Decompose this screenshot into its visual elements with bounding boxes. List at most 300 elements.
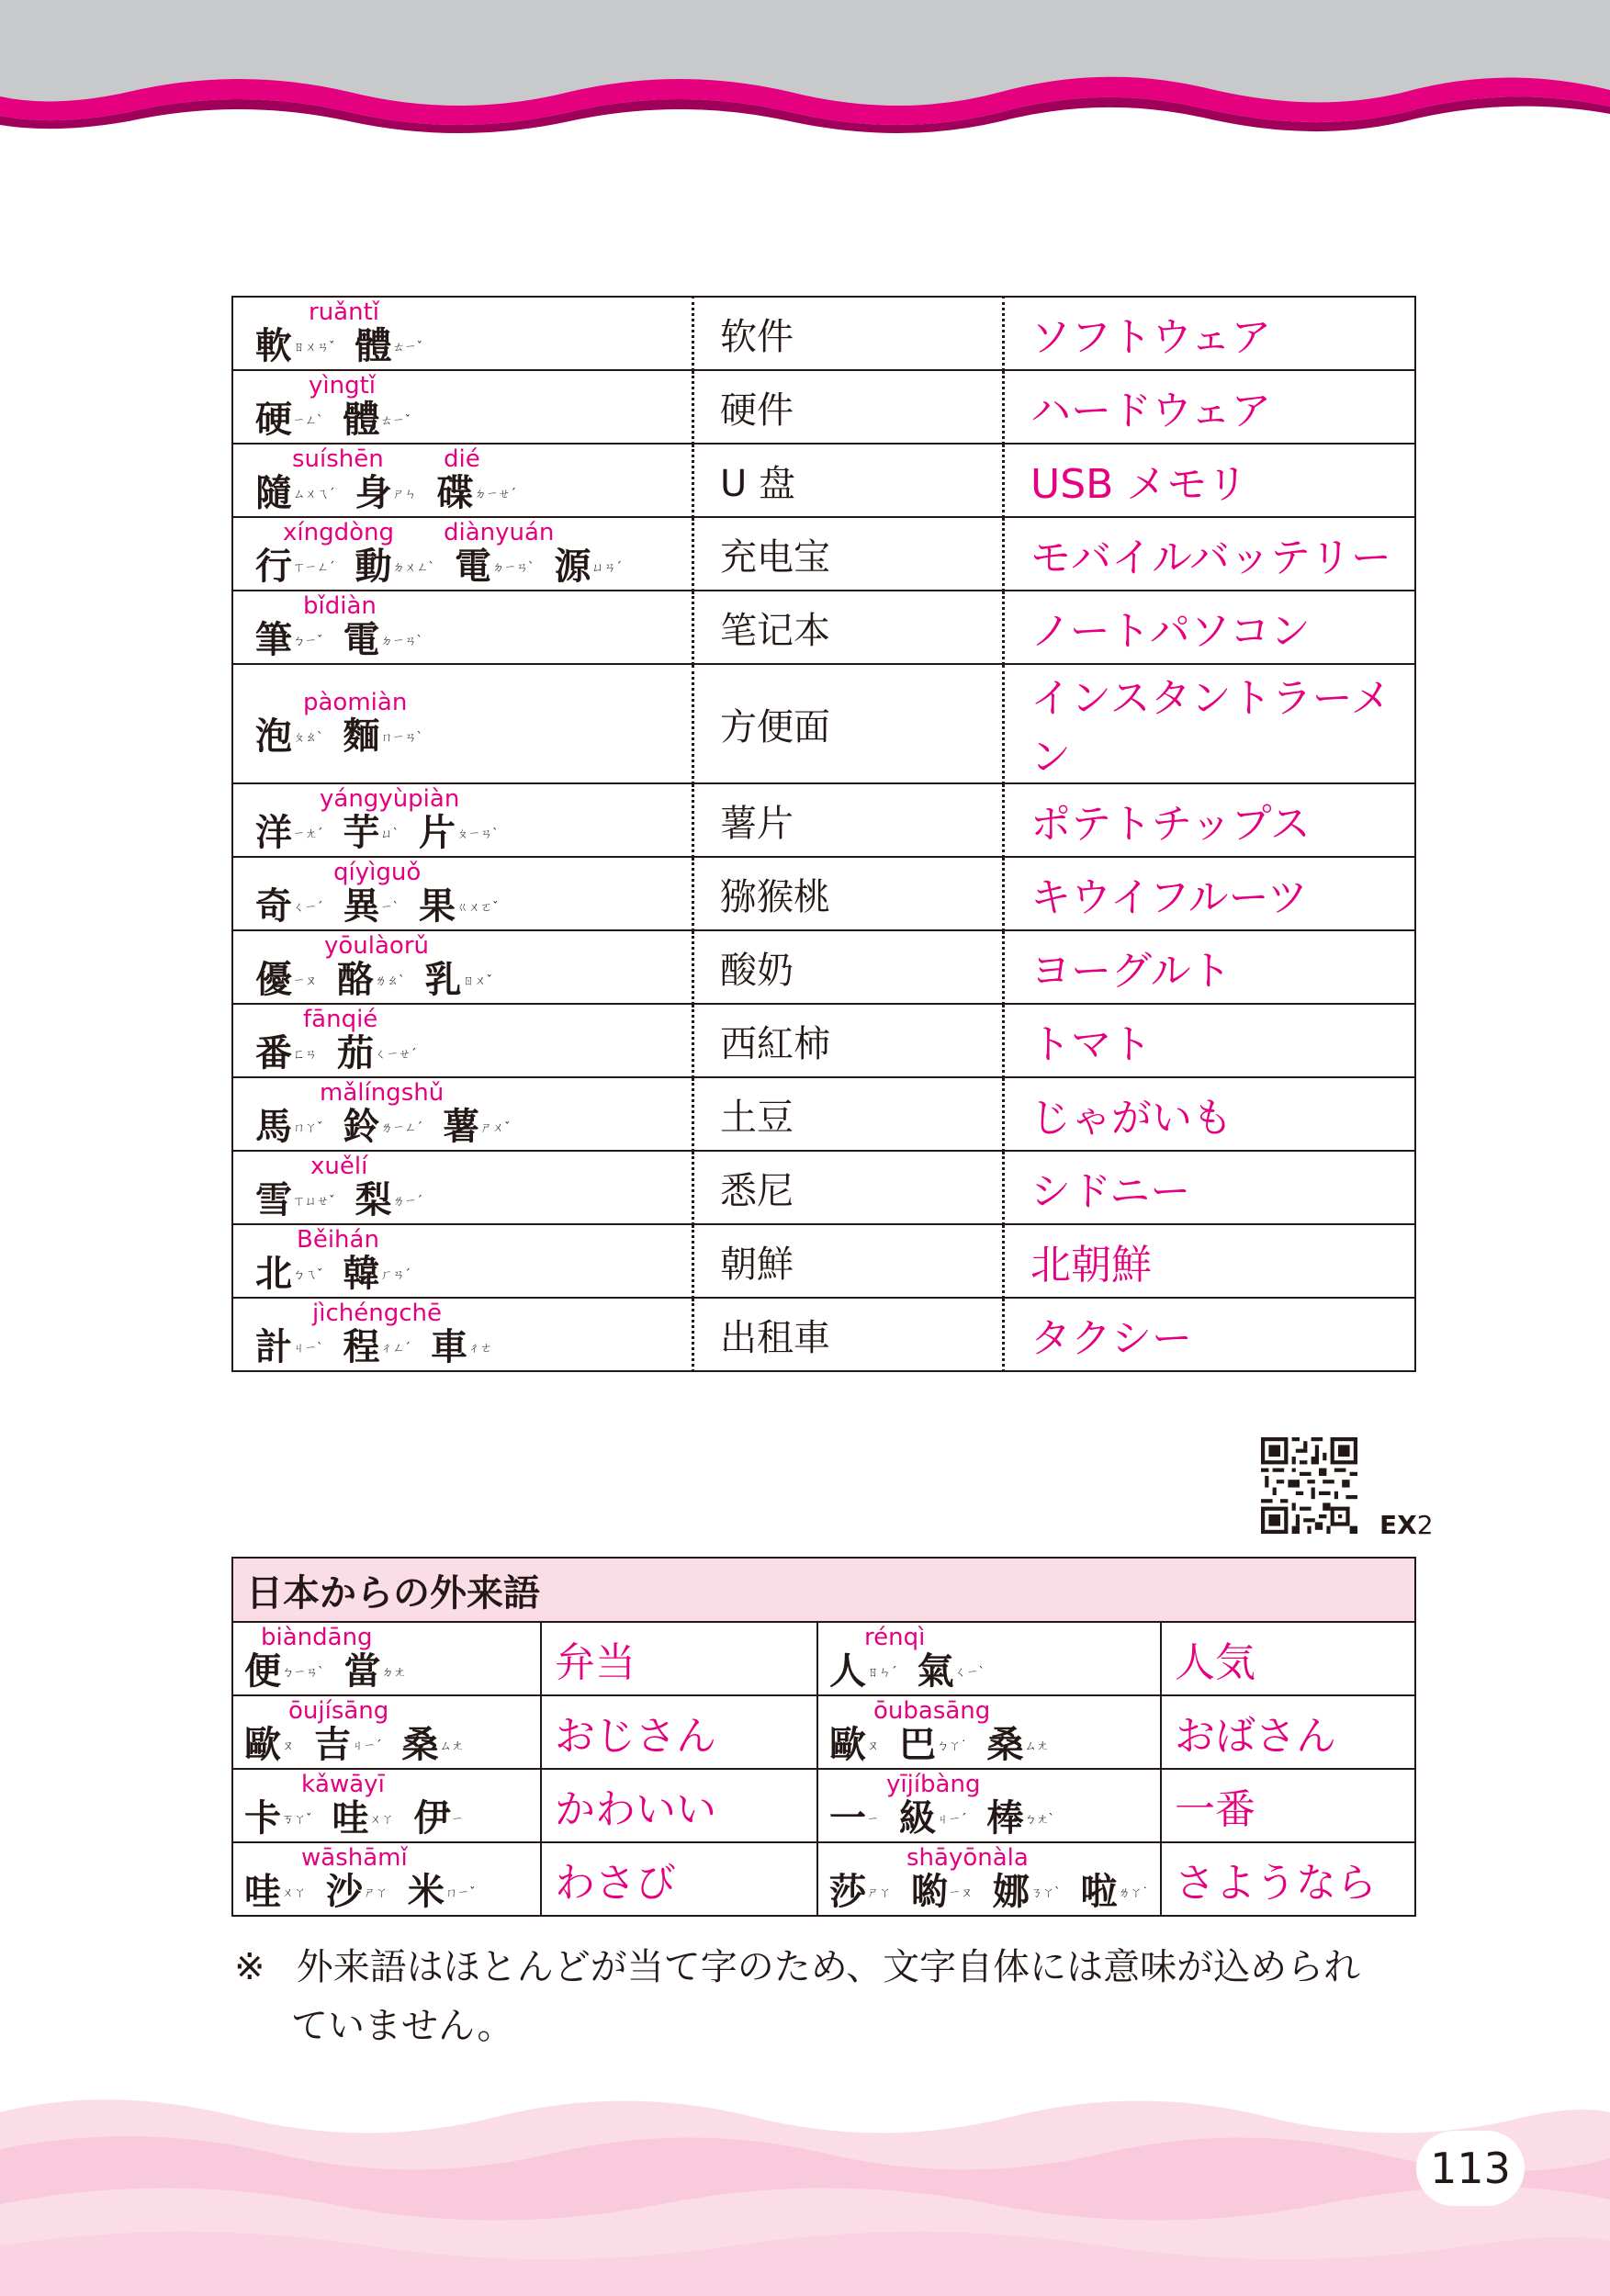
zhuyin: ㄧㄥˋ [293, 414, 323, 428]
hanzi-with-pinyin [255, 371, 692, 443]
hanzi-with-pinyin [255, 1299, 692, 1370]
vocab-row [232, 517, 1415, 591]
pinyin: qíyìguǒ [333, 859, 422, 886]
zhuyin: ㄑㄧˊ [293, 901, 323, 915]
hanzi-character [343, 1327, 411, 1367]
hanzi-character [437, 473, 517, 513]
zhuyin: ㄔㄜ [468, 1342, 493, 1356]
pinyin: wāshāmǐ [301, 1844, 408, 1872]
japanese-cell: キウイフルーツ [1004, 857, 1416, 930]
hanzi-text: 喲 [911, 1871, 949, 1913]
hanzi-text: 筆 [255, 619, 292, 661]
traditional-cell [232, 297, 693, 370]
hanzi-character [355, 546, 435, 587]
vocab-row [232, 591, 1415, 664]
zhuyin: ㄉㄧㄝˊ [474, 488, 517, 501]
simplified-cell: 充电宝 [693, 517, 1004, 591]
hanzi-with-pinyin [255, 1152, 692, 1223]
pinyin: ōujísāng [288, 1697, 389, 1725]
hanzi-text: 茄 [337, 1032, 375, 1075]
hanzi-with-pinyin [244, 1623, 540, 1694]
hanzi-text: 哇 [332, 1797, 369, 1840]
simplified-cell: 笔记本 [693, 591, 1004, 664]
simplified-cell: U 盘 [693, 444, 1004, 517]
simplified-cell: 土豆 [693, 1077, 1004, 1151]
zhuyin: ㄉㄨㄥˋ [392, 561, 435, 575]
hanzi-character [829, 1798, 879, 1839]
japanese-cell: シドニー [1004, 1151, 1416, 1224]
traditional-cell [232, 783, 693, 857]
pinyin: xuělí [310, 1153, 368, 1180]
hanzi-with-pinyin [255, 591, 692, 663]
hanzi-with-pinyin [829, 1623, 1160, 1694]
zhuyin: ㄅㄧㄢˋ [282, 1666, 324, 1680]
hanzi-text: 歐 [244, 1724, 281, 1766]
zhuyin: ㄈㄢ [293, 1048, 318, 1062]
zhuyin: ㄐㄧˊ [937, 1813, 967, 1827]
hanzi-character [255, 1327, 323, 1367]
hanzi-character [355, 473, 417, 513]
zhuyin: ㄙㄨㄟˊ [293, 488, 335, 501]
hanzi-text: 番 [255, 1032, 292, 1075]
japanese-cell: ハードウェア [1004, 370, 1416, 444]
hanzi-with-pinyin [244, 1696, 540, 1768]
zhuyin: ㄧㄤˊ [293, 827, 323, 841]
hanzi-text: 啦 [1080, 1871, 1118, 1913]
pinyin: suíshēn [292, 445, 384, 473]
loanword-japanese-cell: さようなら [1161, 1842, 1415, 1916]
loanword-japanese-cell: 人気 [1161, 1622, 1415, 1695]
hanzi-text: 芋 [343, 812, 380, 854]
loanword-chinese-cell [817, 1842, 1161, 1916]
zhuyin: ㄑㄧㄝˊ [375, 1048, 417, 1062]
simplified-cell: 薯片 [693, 783, 1004, 857]
hanzi-text: 梨 [355, 1179, 392, 1221]
hanzi-text: 乳 [424, 959, 462, 1001]
pinyin: biàndāng [261, 1624, 373, 1651]
hanzi-text: 果 [419, 885, 456, 928]
hanzi-character [431, 1327, 492, 1367]
hanzi-character [255, 1033, 317, 1074]
hanzi-with-pinyin [255, 784, 692, 856]
zhuyin: ㄆㄠˋ [293, 731, 323, 745]
traditional-cell [232, 1077, 693, 1151]
japanese-cell: トマト [1004, 1004, 1416, 1077]
hanzi-character [344, 1651, 406, 1692]
hanzi-character [555, 546, 623, 587]
hanzi-character [244, 1872, 306, 1912]
note-line-2: ていません。 [291, 2005, 514, 2047]
note-line-1: 外来語はほとんどが当て字のため、文字自体には意味が込められ [296, 1946, 1361, 1988]
zhuyin: ㄩㄢˊ [591, 561, 623, 575]
vocab-row [232, 1004, 1415, 1077]
zhuyin: ㄐㄧˊ [352, 1739, 382, 1753]
zhuyin: ㄕㄣ [392, 488, 417, 501]
traditional-cell [232, 444, 693, 517]
loanword-table [231, 1557, 1416, 1917]
zhuyin: ㄒㄩㄝˇ [293, 1195, 335, 1209]
hanzi-text: 米 [408, 1871, 445, 1913]
hanzi-text: 人 [829, 1650, 866, 1693]
zhuyin: ㄙㄤ [439, 1739, 464, 1753]
hanzi-with-pinyin [255, 445, 692, 516]
loanword-row [232, 1769, 1415, 1842]
zhuyin: ㄉㄧㄢˋ [380, 635, 423, 648]
top-wave-decoration [0, 0, 1610, 156]
hanzi-character [829, 1725, 879, 1765]
zhuyin: ㄡ [282, 1739, 295, 1753]
loanword-chinese-cell [232, 1622, 541, 1695]
hanzi-with-pinyin [255, 931, 692, 1003]
hanzi-with-pinyin [255, 298, 692, 369]
hanzi-character [829, 1651, 897, 1692]
hanzi-text: 洋 [255, 812, 292, 854]
loanword-row [232, 1622, 1415, 1695]
hanzi-text: 體 [343, 399, 380, 441]
vocab-row [232, 297, 1415, 370]
page-number: 113 [1416, 2131, 1525, 2206]
zhuyin: ㄔㄥˊ [380, 1342, 411, 1356]
hanzi-text: 動 [355, 546, 392, 588]
hanzi-text: 源 [554, 546, 591, 588]
simplified-cell: 猕猴桃 [693, 857, 1004, 930]
loanword-row [232, 1695, 1415, 1769]
japanese-cell: ポテトチップス [1004, 783, 1416, 857]
pinyin-second-word: diànyuán [444, 519, 555, 546]
zhuyin: ㄏㄢˊ [380, 1268, 411, 1282]
hanzi-character [255, 960, 317, 1000]
pinyin: yījíbàng [886, 1771, 981, 1798]
hanzi-text: 莎 [829, 1871, 866, 1913]
hanzi-character [255, 716, 323, 757]
pinyin: yōulàorǔ [324, 932, 430, 960]
zhuyin: ㄧ [867, 1813, 880, 1827]
traditional-cell [232, 591, 693, 664]
hanzi-text: 車 [431, 1326, 468, 1368]
zhuyin: ㄩˋ [380, 827, 400, 841]
traditional-cell [232, 930, 693, 1004]
hanzi-text: 一 [829, 1797, 866, 1840]
japanese-cell: ヨーグルト [1004, 930, 1416, 1004]
loanword-chinese-cell [232, 1695, 541, 1769]
hanzi-character [255, 1180, 335, 1221]
pinyin: Běihán [297, 1226, 379, 1254]
hanzi-character [326, 1872, 388, 1912]
loanword-chinese-cell [817, 1622, 1161, 1695]
zhuyin: ㄒㄧㄥˊ [293, 561, 335, 575]
hanzi-with-pinyin [829, 1843, 1160, 1915]
loanword-japanese-cell: わさび [541, 1842, 817, 1916]
hanzi-text: 電 [455, 546, 492, 588]
hanzi-text: 沙 [326, 1871, 364, 1913]
hanzi-character [337, 1033, 417, 1074]
hanzi-character [343, 1254, 411, 1294]
qr-code[interactable] [1261, 1437, 1357, 1534]
hanzi-character [244, 1798, 312, 1839]
hanzi-character [425, 960, 493, 1000]
japanese-cell: タクシー [1004, 1298, 1416, 1371]
zhuyin: ㄎㄚˇ [282, 1813, 312, 1827]
zhuyin: ㄧㄡ [949, 1886, 974, 1900]
simplified-cell: 出租車 [693, 1298, 1004, 1371]
zhuyin: ㄅㄤˋ [1024, 1813, 1055, 1827]
hanzi-with-pinyin [829, 1770, 1160, 1841]
vocab-row [232, 1077, 1415, 1151]
hanzi-text: 北 [255, 1253, 292, 1295]
hanzi-text: 雪 [255, 1179, 292, 1221]
pinyin: ruǎntǐ [309, 298, 379, 326]
hanzi-character [244, 1651, 324, 1692]
vocab-row [232, 664, 1415, 783]
hanzi-character [987, 1725, 1049, 1765]
hanzi-text: 片 [419, 812, 456, 854]
traditional-cell [232, 664, 693, 783]
zhuyin: ㄡ [867, 1739, 880, 1753]
hanzi-character [987, 1798, 1055, 1839]
hanzi-character [255, 326, 335, 366]
zhuyin: ㄕㄨˇ [480, 1121, 511, 1135]
simplified-cell: 悉尼 [693, 1151, 1004, 1224]
ex-prefix: EX [1379, 1510, 1417, 1540]
hanzi-character [314, 1725, 382, 1765]
vocab-row [232, 1151, 1415, 1224]
pinyin: pàomiàn [303, 689, 408, 716]
loanword-table-title: 日本からの外来語 [232, 1558, 1415, 1622]
hanzi-character [899, 1725, 967, 1765]
hanzi-text: 哇 [244, 1871, 281, 1913]
hanzi-text: 棒 [986, 1797, 1024, 1840]
loanword-chinese-cell [817, 1695, 1161, 1769]
pinyin: mǎlíngshǔ [320, 1079, 445, 1107]
hanzi-character [343, 813, 400, 853]
vocabulary-table [231, 296, 1416, 1372]
hanzi-character [443, 1107, 511, 1147]
hanzi-text: 隨 [255, 472, 292, 514]
pinyin: yìngtǐ [309, 372, 377, 400]
vocab-row [232, 370, 1415, 444]
hanzi-text: 優 [255, 959, 292, 1001]
hanzi-text: 碟 [436, 472, 474, 514]
traditional-cell [232, 1004, 693, 1077]
vocab-row [232, 857, 1415, 930]
zhuyin: ㄊㄧˇ [392, 341, 423, 355]
hanzi-character [829, 1872, 891, 1912]
hanzi-character [408, 1872, 476, 1912]
ex-number: 2 [1416, 1510, 1434, 1540]
hanzi-text: 巴 [899, 1724, 937, 1766]
simplified-cell: 西紅柿 [693, 1004, 1004, 1077]
loanword-japanese-cell: おばさん [1161, 1695, 1415, 1769]
hanzi-character [911, 1872, 973, 1912]
loanword-chinese-cell [232, 1769, 541, 1842]
traditional-cell [232, 857, 693, 930]
loanword-japanese-cell: 一番 [1161, 1769, 1415, 1842]
hanzi-character [343, 1107, 423, 1147]
zhuyin: ㄙㄤ [1024, 1739, 1049, 1753]
hanzi-character [899, 1798, 967, 1839]
hanzi-with-pinyin [255, 688, 692, 760]
pinyin: bǐdiàn [303, 592, 377, 620]
hanzi-text: 身 [355, 472, 392, 514]
zhuyin: ㄍㄨㄛˇ [456, 901, 499, 915]
hanzi-character [343, 400, 411, 440]
zhuyin: ㄖㄣˊ [867, 1666, 897, 1680]
zhuyin: ㄧˋ [380, 901, 400, 915]
loanword-japanese-cell: 弁当 [541, 1622, 817, 1695]
hanzi-character [918, 1651, 985, 1692]
hanzi-character [255, 1254, 323, 1294]
zhuyin: ㄌㄧㄥˊ [380, 1121, 423, 1135]
japanese-cell: じゃがいも [1004, 1077, 1416, 1151]
hanzi-character [255, 546, 335, 587]
hanzi-character [255, 813, 323, 853]
japanese-cell: ノートパソコン [1004, 591, 1416, 664]
zhuyin: ㄅㄚ˙ [937, 1739, 967, 1753]
zhuyin: ㄕㄚ [364, 1886, 388, 1900]
simplified-cell: 方便面 [693, 664, 1004, 783]
pinyin: xíngdòng [283, 519, 394, 546]
hanzi-with-pinyin [829, 1696, 1160, 1768]
hanzi-character [419, 813, 499, 853]
simplified-cell: 软件 [693, 297, 1004, 370]
zhuyin: ㄋㄚˋ [1030, 1886, 1061, 1900]
hanzi-character [993, 1872, 1061, 1912]
japanese-cell: インスタントラーメン [1004, 664, 1416, 783]
loanword-japanese-cell: おじさん [541, 1695, 817, 1769]
bottom-wave-decoration [0, 2085, 1610, 2296]
hanzi-text: 級 [899, 1797, 937, 1840]
hanzi-text: 卡 [244, 1797, 281, 1840]
hanzi-text: 桑 [986, 1724, 1024, 1766]
simplified-cell: 硬件 [693, 370, 1004, 444]
hanzi-character [414, 1798, 464, 1839]
hanzi-text: 泡 [255, 715, 292, 758]
hanzi-character [255, 886, 323, 927]
hanzi-text: 異 [343, 885, 380, 928]
hanzi-text: 桑 [401, 1724, 439, 1766]
hanzi-text: 麵 [343, 715, 380, 758]
hanzi-character [255, 1107, 323, 1147]
pinyin: rénqì [864, 1624, 926, 1651]
hanzi-character [244, 1725, 294, 1765]
traditional-cell [232, 517, 693, 591]
hanzi-with-pinyin [255, 1078, 692, 1150]
hanzi-text: 硬 [255, 399, 292, 441]
zhuyin: ㄅㄧˇ [293, 635, 323, 648]
hanzi-character [355, 1180, 423, 1221]
loanword-row [232, 1842, 1415, 1916]
vocab-row [232, 444, 1415, 517]
hanzi-with-pinyin [255, 1225, 692, 1297]
hanzi-character [419, 886, 499, 927]
hanzi-text: 薯 [443, 1106, 480, 1148]
hanzi-character [402, 1725, 464, 1765]
zhuyin: ㄨㄚ [282, 1886, 307, 1900]
audio-track-label [1379, 1510, 1434, 1540]
zhuyin: ㄖㄨˇ [462, 974, 493, 988]
hanzi-text: 程 [343, 1326, 380, 1368]
simplified-cell: 酸奶 [693, 930, 1004, 1004]
zhuyin: ㄧ [451, 1813, 464, 1827]
hanzi-text: 當 [343, 1650, 381, 1693]
note-mark: ※ [234, 1946, 265, 1988]
traditional-cell [232, 1151, 693, 1224]
loanword-chinese-cell [232, 1842, 541, 1916]
zhuyin: ㄇㄚˇ [293, 1121, 323, 1135]
vocab-row [232, 1298, 1415, 1371]
zhuyin: ㄆㄧㄢˋ [456, 827, 499, 841]
japanese-cell: 北朝鮮 [1004, 1224, 1416, 1298]
hanzi-text: 計 [255, 1326, 292, 1368]
hanzi-with-pinyin [244, 1843, 540, 1915]
hanzi-with-pinyin [244, 1770, 540, 1841]
hanzi-text: 行 [255, 546, 292, 588]
pinyin: kǎwāyī [301, 1771, 385, 1798]
traditional-cell [232, 1298, 693, 1371]
pinyin: fānqié [303, 1006, 378, 1033]
japanese-cell: モバイルバッテリー [1004, 517, 1416, 591]
hanzi-text: 吉 [314, 1724, 352, 1766]
vocab-row [232, 930, 1415, 1004]
traditional-cell [232, 1224, 693, 1298]
hanzi-text: 軟 [255, 325, 292, 367]
zhuyin: ㄉㄧㄢˋ [492, 561, 535, 575]
zhuyin: ㄕㄚ [867, 1886, 892, 1900]
hanzi-text: 韓 [343, 1253, 380, 1295]
hanzi-character [255, 473, 335, 513]
hanzi-character [337, 960, 405, 1000]
hanzi-character [355, 326, 423, 366]
hanzi-character [343, 716, 423, 757]
hanzi-text: 馬 [255, 1106, 292, 1148]
simplified-cell: 朝鮮 [693, 1224, 1004, 1298]
hanzi-text: 歐 [829, 1724, 866, 1766]
zhuyin: ㄇㄧˇ [445, 1886, 476, 1900]
pinyin: jìchéngchē [312, 1300, 442, 1327]
zhuyin: ㄊㄧˇ [380, 414, 411, 428]
hanzi-character [343, 620, 423, 660]
footnote [234, 1938, 1428, 2055]
zhuyin: ㄖㄨㄢˇ [293, 341, 335, 355]
hanzi-with-pinyin [255, 858, 692, 929]
hanzi-text: 奇 [255, 885, 292, 928]
pinyin: yángyùpiàn [320, 785, 460, 813]
loanword-japanese-cell: かわいい [541, 1769, 817, 1842]
hanzi-character [255, 620, 323, 660]
zhuyin: ㄅㄟˇ [293, 1268, 323, 1282]
zhuyin: ㄧㄡ [293, 974, 318, 988]
hanzi-text: 鈴 [343, 1106, 380, 1148]
hanzi-text: 伊 [413, 1797, 451, 1840]
hanzi-text: 便 [244, 1650, 281, 1693]
hanzi-text: 電 [343, 619, 380, 661]
hanzi-text: 體 [355, 325, 392, 367]
hanzi-character [332, 1798, 394, 1839]
pinyin-second-word: dié [444, 445, 480, 473]
japanese-cell: ソフトウェア [1004, 297, 1416, 370]
zhuyin: ㄌㄧˊ [392, 1195, 423, 1209]
zhuyin: ㄇㄧㄢˋ [380, 731, 423, 745]
pinyin: shāyōnàla [906, 1844, 1029, 1872]
hanzi-text: 酪 [337, 959, 375, 1001]
hanzi-character [1081, 1872, 1149, 1912]
hanzi-character [455, 546, 535, 587]
zhuyin: ㄉㄤ [381, 1666, 406, 1680]
hanzi-with-pinyin [255, 518, 692, 590]
zhuyin: ㄨㄚ [369, 1813, 394, 1827]
traditional-cell [232, 370, 693, 444]
loanword-chinese-cell [817, 1769, 1161, 1842]
